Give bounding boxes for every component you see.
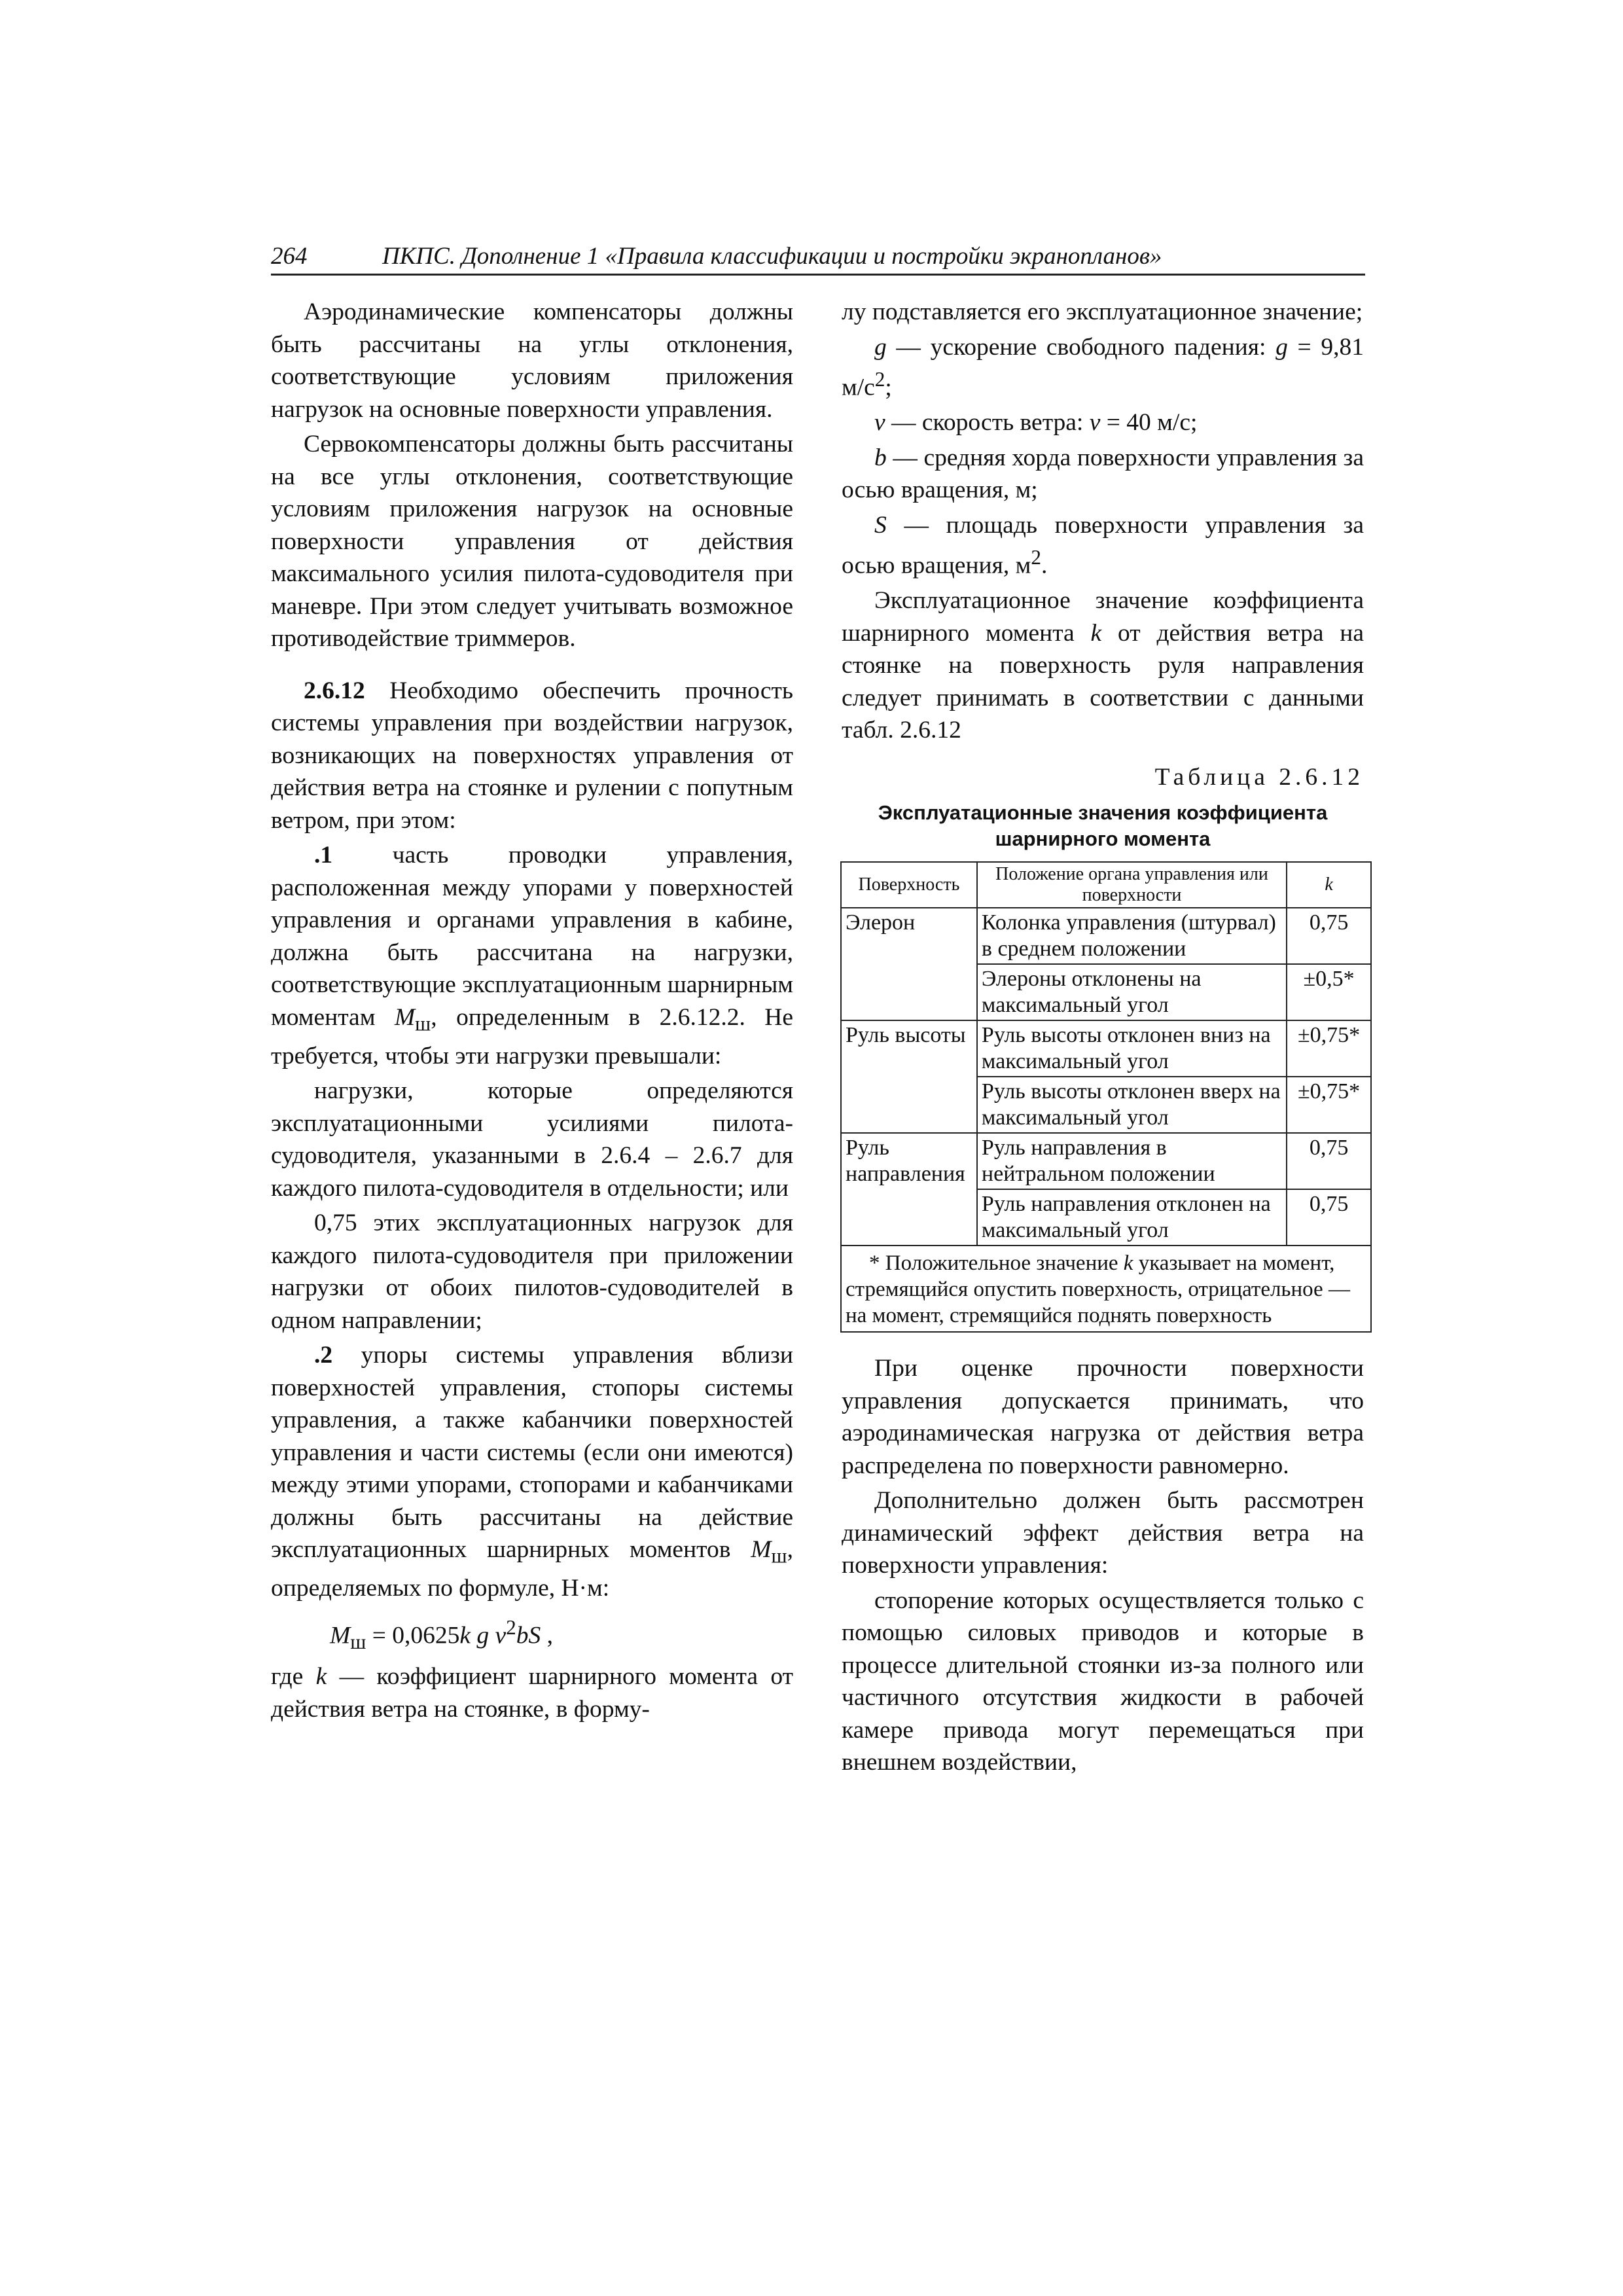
- section-number: 2.6.12: [304, 677, 365, 704]
- symbol: k: [1090, 619, 1102, 647]
- table-row: [841, 1020, 1371, 1077]
- table-note-row: [841, 1246, 1371, 1332]
- symbol: b: [874, 444, 887, 471]
- running-title: ПКПС. Дополнение 1 «Правила классификации и постройки экранопланов»: [382, 243, 1162, 270]
- symbol: g: [874, 333, 887, 361]
- paragraph-text: , определенным в 2.6.12.2. Не требуется, чтобы эти нагрузки превышали:: [271, 1003, 794, 1069]
- item-number: .1: [314, 842, 333, 869]
- table-header-row: [841, 862, 1371, 908]
- table-row: [841, 1133, 1371, 1189]
- symbol: v: [874, 409, 885, 436]
- paragraph-text: ;: [885, 374, 892, 401]
- table-cell: Руль направления в нейтральном положении: [977, 1133, 1287, 1189]
- symbol: g: [1275, 333, 1288, 361]
- superscript: 2: [874, 368, 885, 391]
- page-number: 264: [271, 243, 308, 270]
- subscript: ш: [771, 1544, 787, 1568]
- paragraph-text: лу подставляется его эксплуатационное значение;: [842, 298, 1363, 325]
- table-cell: Руль высоты: [841, 1020, 977, 1133]
- table-label: Таблица 2.6.12: [1154, 763, 1364, 791]
- symbol: S: [874, 511, 887, 539]
- hinge-moment-table: [840, 861, 1372, 1333]
- footnote-text: * Положительное значение: [869, 1251, 1124, 1275]
- table-cell: ±0,5*: [1287, 964, 1371, 1020]
- item-1: [271, 839, 793, 1072]
- paragraph-text: Эксплуатационное значение коэффициента шарнирного момента: [842, 587, 1364, 647]
- definition-v: [842, 406, 1364, 439]
- paragraph-text: 0,75 этих эксплуатационных нагрузок для каждого пилота-судоводителя при приложении нагрузки от обоих пилотов-судоводителей в одном направлении;: [271, 1210, 793, 1334]
- table-cell: ±0,75*: [1287, 1020, 1371, 1077]
- paragraph: [271, 1660, 793, 1725]
- formula-text: = 0,0625: [366, 1622, 460, 1649]
- paragraph-text: — коэффициент шарнирного момента от действия ветра на стоянке, в форму-: [271, 1663, 793, 1723]
- symbol: k: [1123, 1251, 1133, 1275]
- paragraph-text: , определяемых по формуле, Н·м:: [271, 1536, 793, 1602]
- paragraph-text: = 9,81 м/с: [842, 333, 1364, 401]
- paragraph-text: нагрузки, которые определяются эксплуатационными усилиями пилота-судоводителя, указанными в 2.6.4 – 2.6.7 для каждого пилота-судоводителя в отдельности; или: [271, 1077, 793, 1202]
- paragraph: [842, 1484, 1364, 1582]
- paragraph-text: Необходимо обеспечить прочность системы управления при воздействии нагрузок, возникающих на поверхностях управления от действия ветра на стоянке и рулении с попутным ветром, при этом:: [271, 677, 793, 834]
- table-cell: Элерон: [841, 908, 977, 1020]
- table-cell: Элероны отклонены на максимальный угол: [977, 964, 1287, 1020]
- table-cell: ±0,75*: [1287, 1077, 1371, 1133]
- paragraph-text: от действия ветра на стоянке на поверхность руля направления следует принимать в соответствии с данными табл. 2.6.12: [842, 619, 1364, 744]
- running-header: [271, 240, 1365, 276]
- paragraph-text: где: [271, 1663, 316, 1690]
- paragraph-text: .: [1041, 552, 1048, 579]
- symbol: v: [489, 1622, 507, 1649]
- definition-g: [842, 331, 1364, 404]
- paragraph: [842, 584, 1364, 747]
- paragraph-text: При оценке прочности поверхности управления допускается принимать, что аэродинамическая нагрузка от действия ветра распределена по поверхности равномерно.: [842, 1355, 1364, 1479]
- paragraph: [271, 1075, 793, 1204]
- paragraph-text: Сервокомпенсаторы должны быть рассчитаны на все углы отклонения, соответствующие условиям приложения нагрузок на основные поверхности управления от действия максимального усилия пилота-судоводителя при маневре. При этом следует учитывать возможное противодействие триммеров.: [271, 431, 793, 652]
- paragraph: [842, 1352, 1364, 1482]
- column-header: k: [1287, 862, 1371, 908]
- table-cell: 0,75: [1287, 1133, 1371, 1189]
- symbol: M: [330, 1622, 351, 1649]
- table-cell: Колонка управления (штурвал) в среднем положении: [977, 908, 1287, 964]
- paragraph-text: упоры системы управления вблизи поверхностей управления, стопоры системы управления, а также кабанчики поверхностей управления и части системы (если они имеются) между этими упорами, стопорами и кабанчиками должны быть рассчитаны на действие эксплуатационных шарнирных моментов: [271, 1342, 793, 1563]
- paragraph: [271, 296, 793, 425]
- paragraph-text: Аэродинамические компенсаторы должны быть рассчитаны на углы отклонения, соответствующие условиям приложения нагрузок на основные поверхности управления.: [271, 298, 793, 423]
- paragraph: [271, 1207, 793, 1336]
- paragraph-text: стопорение которых осуществляется только с помощью силовых приводов и которые в процессе длительной стоянки из-за полного или частичного отсутствия жидкости в рабочей камере привода могут перемещаться при внешнем воздействии,: [842, 1587, 1364, 1776]
- table-cell: 0,75: [1287, 908, 1371, 964]
- paragraph: [271, 428, 793, 655]
- table-cell: Руль высоты отклонен вниз на максимальный угол: [977, 1020, 1287, 1077]
- symbol: k: [315, 1663, 327, 1690]
- table-footnote: [841, 1246, 1371, 1332]
- definition-b: [842, 442, 1364, 507]
- paragraph-text: часть проводки управления, расположенная между упорами у поверхностей управления и органами управления в кабине, должна быть рассчитана на нагрузки, соответствующие эксплуатационным шарнирным моментам: [271, 842, 793, 1031]
- footnote-text: указывает на момент, стремящийся опустить поверхность, отрицательное — на момент, стремящийся поднять поверхность: [846, 1251, 1350, 1327]
- paragraph-text: — скорость ветра:: [885, 409, 1090, 436]
- symbol: k: [459, 1622, 471, 1649]
- table-cell: 0,75: [1287, 1189, 1371, 1246]
- superscript: 2: [506, 1615, 516, 1639]
- symbol: M: [751, 1536, 772, 1563]
- paragraph: [842, 1585, 1364, 1779]
- definition-s: [842, 509, 1364, 583]
- formula-text: ,: [541, 1622, 554, 1649]
- symbol: bS: [516, 1622, 541, 1649]
- superscript: 2: [1031, 546, 1041, 569]
- item-2: [271, 1339, 793, 1605]
- section-2-6-12: [271, 675, 793, 837]
- paragraph: [842, 296, 1364, 329]
- item-number: .2: [314, 1342, 333, 1369]
- paragraph-text: = 40 м/с;: [1100, 409, 1198, 436]
- paragraph-text: Дополнительно должен быть рассмотрен динамический эффект действия ветра на поверхности управления:: [842, 1487, 1364, 1579]
- table-cell: Руль высоты отклонен вверх на максимальный угол: [977, 1077, 1287, 1133]
- paragraph-text: — средняя хорда поверхности управления за осью вращения, м;: [842, 444, 1364, 503]
- paragraph-text: — площадь поверхности управления за осью вращения, м: [842, 511, 1364, 579]
- symbol: v: [1089, 409, 1101, 436]
- right-column: [842, 296, 1364, 1782]
- column-header: Положение органа управления или поверхности: [977, 862, 1287, 908]
- symbol: g: [471, 1622, 490, 1649]
- subscript: ш: [415, 1012, 431, 1035]
- table-cell: Руль направления отклонен на максимальный угол: [977, 1189, 1287, 1246]
- table-cell: Руль направления: [841, 1133, 977, 1246]
- column-header: Поверхность: [841, 862, 977, 908]
- left-column: [271, 296, 793, 1728]
- subscript: ш: [350, 1630, 366, 1653]
- table-row: [841, 908, 1371, 964]
- paragraph-text: — ускорение свободного падения:: [886, 333, 1276, 361]
- table-title: Эксплуатационные значения коэффициента шарнирного момента: [878, 801, 1328, 850]
- symbol: M: [394, 1003, 416, 1031]
- formula: [271, 1611, 793, 1659]
